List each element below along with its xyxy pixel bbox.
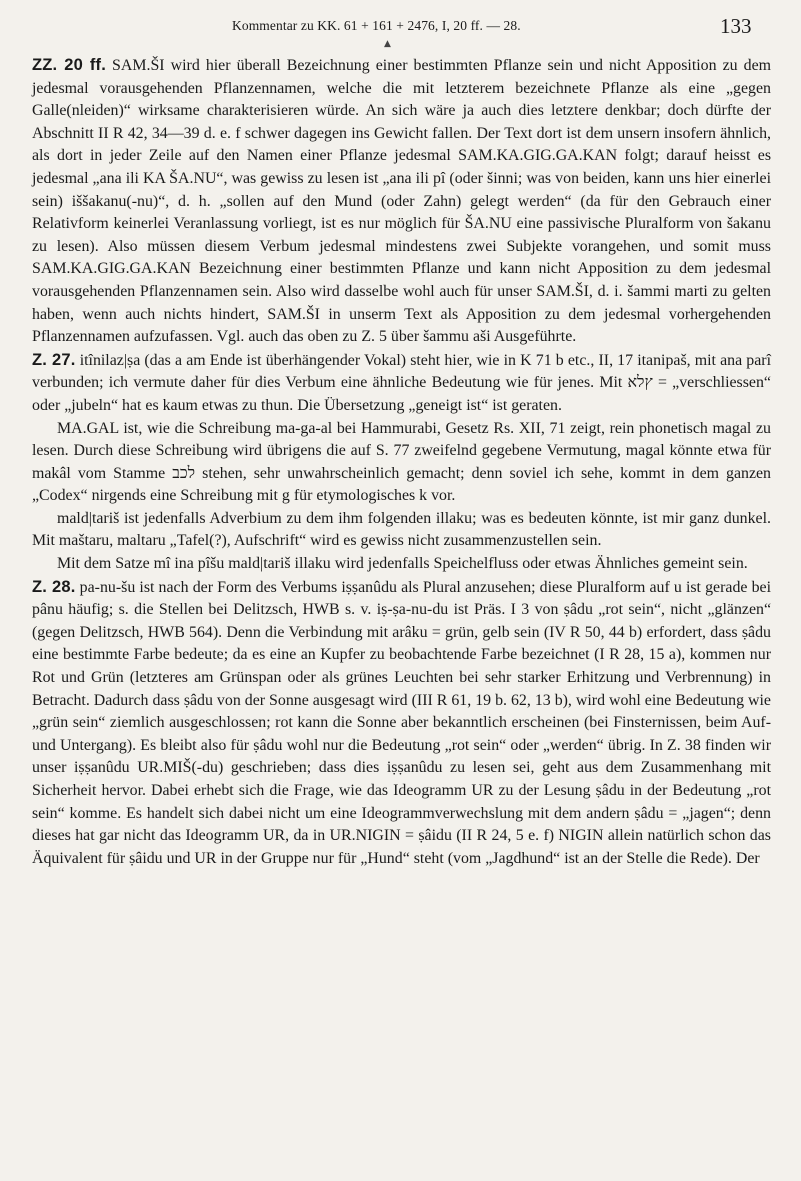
running-header [0,14,801,38]
section-number: ZZ. 20 ff. [32,56,106,74]
page-number: 133 [720,14,752,38]
printer-mark: ▲ [384,39,391,49]
paragraph-maldtaris [32,508,771,553]
section-number: Z. 27. [32,350,76,369]
section-text: SAM.ŠI wird hier überall Bezeichnung einer bestimmten Pflanze sein und nicht Apposition zu dem jedesmal vorausgehenden Pflanzennamen, welche die mit letzterem bezeichnete Pflanze als eine „gegen Galle(nleiden)“ wirksame charakterisieren würde. An sich wäre ja auch dies letztere denkbar; doch dürfte der Abschnitt II R 42, 34—39 d. e. f schwer dagegen ins Gewicht fallen. Der Text dort ist dem unsern insofern ähnlich, als dort in jeder Zeile auf den Namen einer Pflanze jedesmal SAM.KA.GIG.GA.KAN folgt; darauf heisst es jedesmal „ana ili KA ŠA.NU“, was gewiss zu lesen ist „ana ili pî (oder šinni; was von beiden, kann uns hier einerlei sein) iššakanu(-nu)“, d. h. „sollen auf den Mund (oder Zahn) gelegt werden“ (da für den Gebrauch einer Relativform keinerlei Veranlassung vorliegt, ist es nur möglich für ŠA.NU eine passivische Pluralform von šakanu zu lesen). Also müssen diesem Verbum jedesmal mindestens zwei Subjekte vorangehen, und somit muss SAM.KA.GIG.GA.KAN Bezeichnung einer bestimmten Pflanze und kann nicht Apposition zu dem jedesmal vorausgehenden Pflanzennamen sein. Also wird dasselbe wohl auch für unser SAM.ŠI, d. i. šammi marti zu gelten haben, wenn auch nichts hindert, SAM.ŠI in unserm Text als Apposition zu dem jedesmal vorhergehenden Pflanzennamen aufzufassen. Vgl. auch das oben zu Z. 5 über šammu aši Ausgeführte. [32,57,772,346]
paragraph-speichelfluss [32,553,771,576]
section-zz-20 [32,54,771,349]
section-text: itînilaz|ṣa (das a am Ende ist überhängender Vokal) steht hier, wie in K 71 b etc., II, 17 itanipaš, mit ana parî verbunden; ich vermute daher für dies Verbum eine ähnliche Bedeutung wie für jenes. Mit ץלא = „verschliessen“ oder „jubeln“ hat es kaum etwas zu thun. Die Übersetzung „geneigt ist“ ist geraten. [32,351,771,414]
commentary-body [32,54,771,870]
paragraph-text: Mit dem Satze mî ina pîšu mald|tariš illaku wird jedenfalls Speichelfluss oder etwas Ähnliches gemeint sein. [57,555,748,573]
section-text: pa-nu-šu ist nach der Form des Verbums iṣṣanûdu als Plural anzusehen; diese Pluralform auf u ist gerade bei pânu häufig; s. die Stellen bei Delitzsch, HWB s. v. iṣ-ṣa-nu-du ist Präs. I 3 von ṣâdu „rot sein“, nicht „glänzen“ (gegen Delitzsch, HWB 564). Denn die Verbindung mit arâku = grün, gelb sein (IV R 50, 44 b) erfordert, dass ṣâdu eine bestimmte Farbe bedeute; da es eine an Kupfer zu beobachtende Farbe bezeichnet (I R 28, 15 a), kommen nur Rot und Grün (letzteres am Grünspan oder als grünes Leuchten bei sehr starker Erhitzung und Verbrennung) in Betracht. Dadurch dass ṣâdu von der Sonne ausgesagt wird (III R 61, 19 b. 62, 13 b), wird wohl eine Bedeutung wie „grün sein“ ziemlich ausgeschlossen; rot kann die Sonne aber bekanntlich erscheinen (bei Finsternissen, beim Auf- und Untergang). Es bleibt also für ṣâdu wohl nur die Bedeutung „rot sein“ oder „werden“ übrig. In Z. 38 finden wir unser iṣṣanûdu UR.MIŠ(-du) geschrieben; dass dies iṣṣanûdu zu lesen sei, geht aus dem Zusammenhang mit Sicherheit hervor. Dabei erhebt sich die Frage, wie das Ideogramm UR zu der Lesung ṣâdu in der Bedeutung „rot sein“ komme. Es handelt sich dabei nicht um eine Ideogrammverwechslung mit dem andern ṣâdu = „jagen“; denn dieses hat gar nicht das Ideogramm UR, da in UR.NIGIN = ṣâidu (II R 24, 5 e. f) NIGIN allein natürlich schon das Äquivalent für ṣâidu und UR in der Gruppe nur für „Hund“ steht (vom „Jagdhund“ ist an der Stelle die Rede). Der [32,578,771,867]
section-z-28 [32,576,771,871]
paragraph-text: mald|tariš ist jedenfalls Adverbium zu dem ihm folgenden illaku; was es bedeuten könnte, ist mir ganz dunkel. Mit maštaru, maltaru „Tafel(?), Aufschrift“ wird es gewiss nicht zusammenzustellen sein. [32,509,771,550]
paragraph-magal [32,418,771,508]
running-title: Kommentar zu KK. 61 + 161 + 2476, I, 20 ff. — 28. [232,18,521,33]
paragraph-text: MA.GAL ist, wie die Schreibung ma-ga-al bei Hammurabi, Gesetz Rs. XII, 71 zeigt, rein phonetisch magal zu lesen. Durch diese Schreibung wird übrigens die auf S. 77 zweifelnd gegebene Vermutung, magal könnte etwa für makâl vom Stamme לכב stehen, sehr unwahrscheinlich gemacht; denn soviel ich sehe, kommt in dem ganzen „Codex“ nirgends eine Schreibung mit g für etymologisches k vor. [32,419,772,505]
section-z-27 [32,349,771,418]
section-number: Z. 28. [32,577,76,596]
